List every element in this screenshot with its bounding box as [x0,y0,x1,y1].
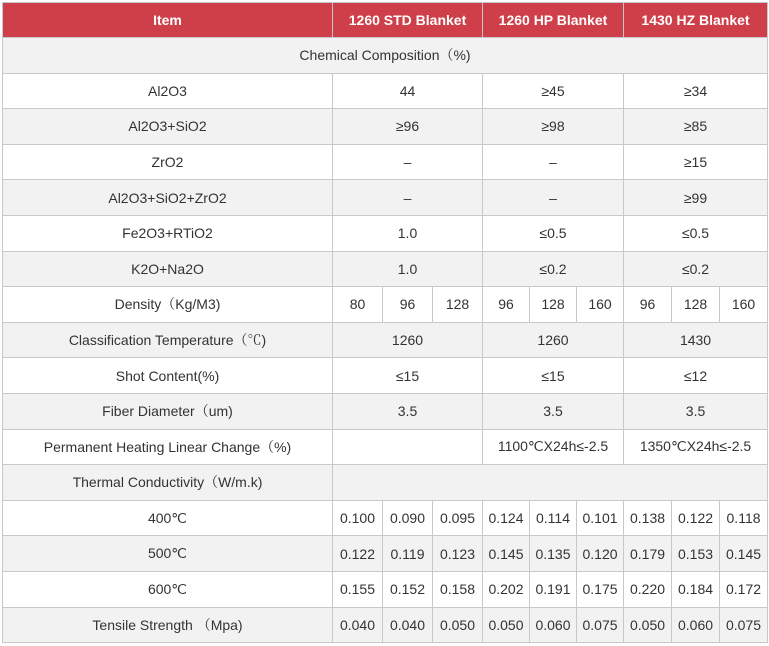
tensile-value: 0.040 [383,607,433,643]
hp-value: ≤0.5 [483,215,624,251]
density-value: 128 [672,287,720,323]
row-label: 400℃ [3,500,333,536]
row-label: ZrO2 [3,144,333,180]
table-row [3,180,768,216]
row-label: Al2O3 [3,73,333,109]
hz-value: ≥99 [624,180,768,216]
header-hz-blanket: 1430 HZ Blanket [624,3,768,38]
density-value: 160 [577,287,624,323]
hz-value: 1350℃X24h≤-2.5 [624,429,768,465]
thermal-row [3,536,768,572]
thermal-value: 0.179 [624,536,672,572]
row-label: Al2O3+SiO2+ZrO2 [3,180,333,216]
hp-value: 1100℃X24h≤-2.5 [483,429,624,465]
table-row [3,393,768,429]
density-value: 160 [720,287,768,323]
header-item: Item [3,3,333,38]
std-value: ≤15 [333,358,483,394]
thermal-value: 0.100 [333,500,383,536]
hp-value: ≤15 [483,358,624,394]
row-label: Al2O3+SiO2 [3,109,333,145]
thermal-value: 0.122 [333,536,383,572]
header-hp-blanket: 1260 HP Blanket [483,3,624,38]
hp-value: 1260 [483,322,624,358]
thermal-row [3,571,768,607]
hp-value: ≤0.2 [483,251,624,287]
thermal-value: 0.090 [383,500,433,536]
tensile-value: 0.075 [577,607,624,643]
tensile-value: 0.060 [672,607,720,643]
thermal-value: 0.123 [433,536,483,572]
table-row [3,429,768,465]
thermal-value: 0.191 [530,571,577,607]
std-value: 1.0 [333,251,483,287]
thermal-value: 0.101 [577,500,624,536]
density-value: 96 [624,287,672,323]
tensile-value: 0.075 [720,607,768,643]
std-value: – [333,144,483,180]
row-label: 600℃ [3,571,333,607]
row-label: Permanent Heating Linear Change（%) [3,429,333,465]
row-label: 500℃ [3,536,333,572]
table-row [3,322,768,358]
thermal-value: 0.158 [433,571,483,607]
density-value: 128 [433,287,483,323]
thermal-value: 0.155 [333,571,383,607]
spec-table [2,2,768,643]
table-row [3,73,768,109]
thermal-value: 0.119 [383,536,433,572]
hp-value: ≥98 [483,109,624,145]
header-std-blanket: 1260 STD Blanket [333,3,483,38]
row-label: K2O+Na2O [3,251,333,287]
hp-value: – [483,144,624,180]
row-label: Shot Content(%) [3,358,333,394]
thermal-value: 0.114 [530,500,577,536]
thermal-value: 0.138 [624,500,672,536]
thermal-value: 0.135 [530,536,577,572]
empty-cell [333,465,768,501]
std-value: 3.5 [333,393,483,429]
thermal-value: 0.095 [433,500,483,536]
row-label: Fe2O3+RTiO2 [3,215,333,251]
hz-value: ≥15 [624,144,768,180]
thermal-section-row [3,465,768,501]
std-value: ≥96 [333,109,483,145]
table-row [3,109,768,145]
row-label: Fiber Diameter（um) [3,393,333,429]
thermal-value: 0.124 [483,500,530,536]
row-label: Classification Temperature（℃) [3,322,333,358]
header-row [3,3,768,38]
thermal-value: 0.172 [720,571,768,607]
hp-value: 3.5 [483,393,624,429]
table-row [3,251,768,287]
tensile-value: 0.060 [530,607,577,643]
density-value: 96 [483,287,530,323]
std-value: 44 [333,73,483,109]
table-row [3,358,768,394]
std-value: – [333,180,483,216]
table-row [3,144,768,180]
hp-value: ≥45 [483,73,624,109]
hz-value: ≥85 [624,109,768,145]
thermal-value: 0.145 [720,536,768,572]
chemical-section-title: Chemical Composition（%) [3,38,768,74]
hz-value: ≤0.5 [624,215,768,251]
std-value: 1260 [333,322,483,358]
tensile-value: 0.040 [333,607,383,643]
tensile-value: 0.050 [483,607,530,643]
hz-value: 3.5 [624,393,768,429]
hz-value: ≥34 [624,73,768,109]
table-row [3,215,768,251]
thermal-value: 0.120 [577,536,624,572]
hz-value: ≤12 [624,358,768,394]
thermal-value: 0.175 [577,571,624,607]
thermal-value: 0.145 [483,536,530,572]
tensile-row [3,607,768,643]
row-label: Density（Kg/M3) [3,287,333,323]
thermal-value: 0.118 [720,500,768,536]
thermal-value: 0.152 [383,571,433,607]
thermal-value: 0.153 [672,536,720,572]
thermal-value: 0.202 [483,571,530,607]
thermal-section-title: Thermal Conductivity（W/m.k) [3,465,333,501]
tensile-value: 0.050 [624,607,672,643]
hz-value: 1430 [624,322,768,358]
row-label: Tensile Strength （Mpa) [3,607,333,643]
hp-value: – [483,180,624,216]
density-row [3,287,768,323]
chemical-section-row [3,38,768,74]
density-value: 128 [530,287,577,323]
density-value: 96 [383,287,433,323]
std-value [333,429,483,465]
thermal-value: 0.184 [672,571,720,607]
density-value: 80 [333,287,383,323]
hz-value: ≤0.2 [624,251,768,287]
thermal-value: 0.220 [624,571,672,607]
thermal-value: 0.122 [672,500,720,536]
thermal-row [3,500,768,536]
std-value: 1.0 [333,215,483,251]
tensile-value: 0.050 [433,607,483,643]
